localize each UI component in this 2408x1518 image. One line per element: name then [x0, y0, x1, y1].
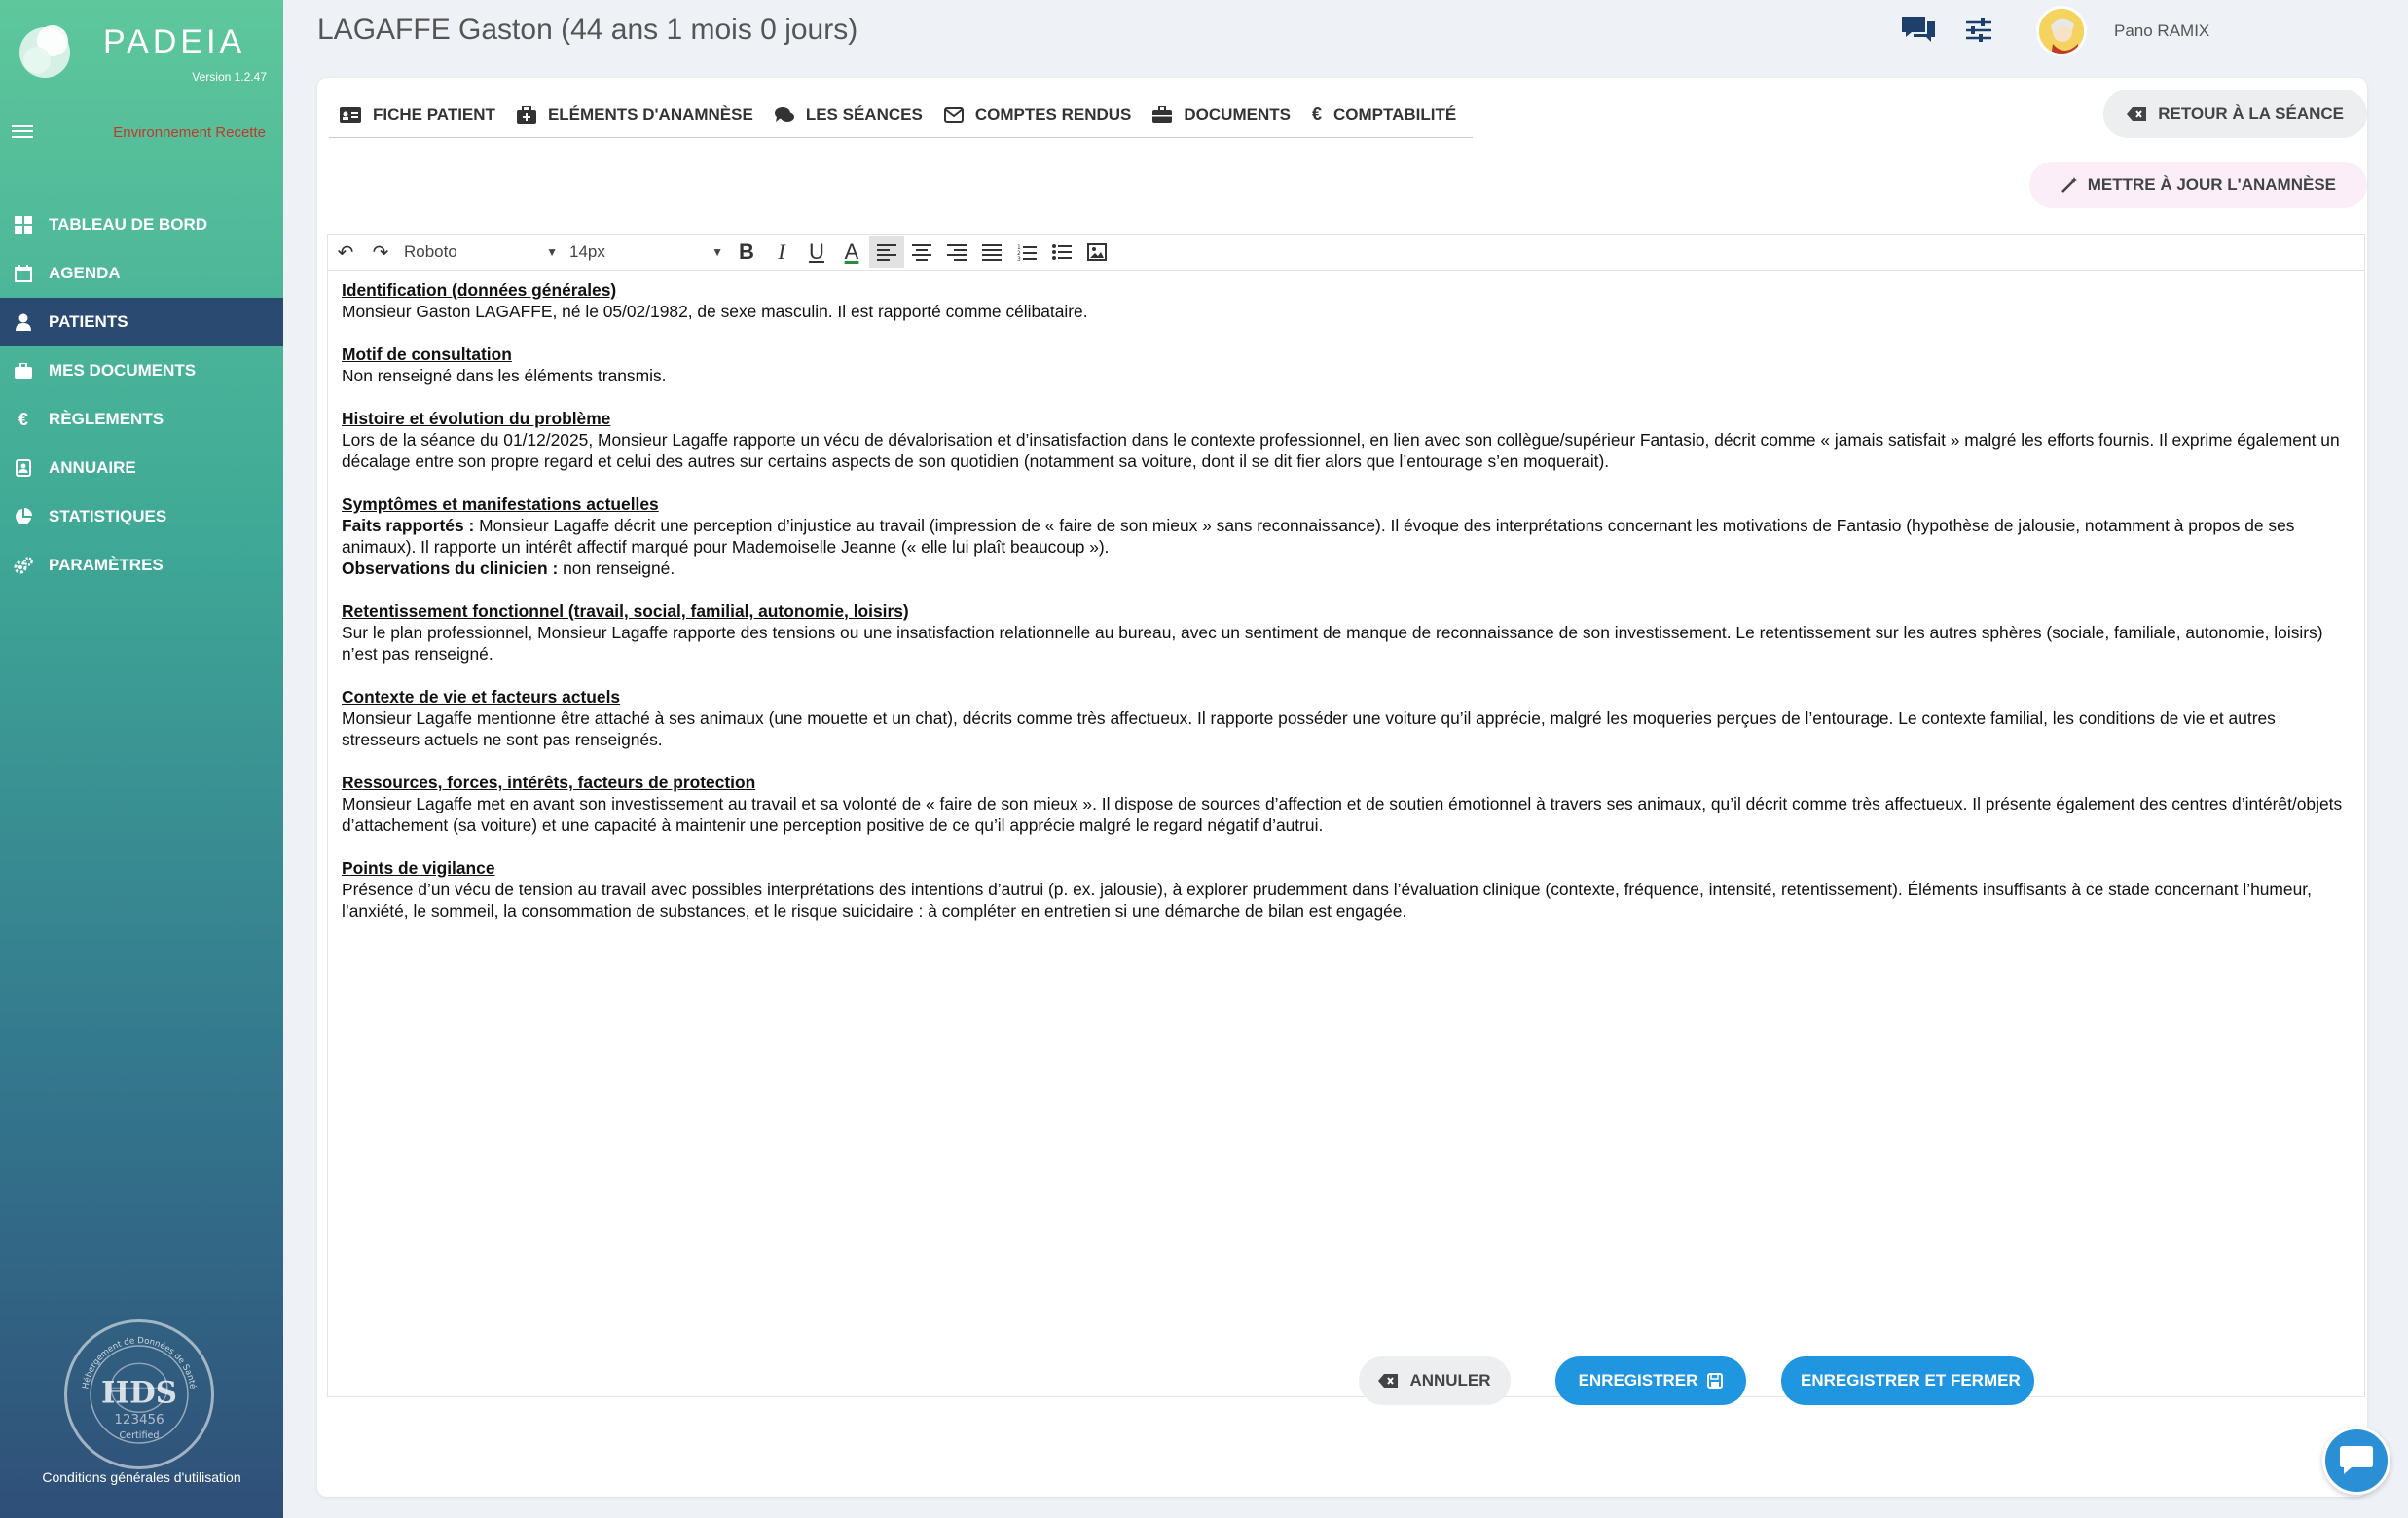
briefcase-icon: [14, 361, 33, 380]
user-name[interactable]: Pano RAMIX: [2114, 21, 2210, 40]
svg-text:HDS: HDS: [101, 1375, 177, 1411]
avatar[interactable]: [2036, 6, 2087, 56]
menu-toggle-icon[interactable]: [12, 125, 33, 140]
section-title: Histoire et évolution du problème: [342, 409, 611, 428]
id-card-icon: [340, 107, 361, 123]
sidebar-item-mes-documents[interactable]: [0, 346, 283, 395]
main-card: [317, 78, 2367, 1497]
svg-text:Certified: Certified: [119, 1430, 160, 1442]
avatar-image: [2039, 9, 2087, 56]
sidebar-item-patients[interactable]: [0, 298, 283, 346]
tab-bar: [329, 91, 1473, 138]
chat-icon: [2338, 1445, 2375, 1476]
app-logo-text: PADEIA: [103, 23, 246, 60]
section-text: Sur le plan professionnel, Monsieur Lagaffe rapporte des tensions ou une insatisfaction relationnelle au bureau, avec un sentiment de manque de reconnaissance de son investissement. Le retentissement sur les autres sphères (sociale, familiale, autonomie, loisirs) n’est pas renseigné.: [342, 623, 2323, 664]
font-family-value: Roboto: [404, 242, 457, 261]
cogs-icon: [14, 556, 33, 575]
backspace-icon: [2127, 107, 2146, 121]
anamnese-editor[interactable]: [327, 271, 2365, 1397]
save-and-close-button[interactable]: [1781, 1356, 2034, 1405]
calendar-icon: [14, 264, 33, 283]
redo-icon[interactable]: ↷: [372, 241, 389, 264]
section-motif: [342, 343, 2351, 386]
section-text: Observations du clinicien : non renseigné.: [342, 559, 675, 578]
envelope-icon: [944, 107, 964, 123]
align-right-icon[interactable]: [939, 236, 974, 268]
chat-icon[interactable]: [1900, 14, 1937, 47]
sidebar-item-reglements[interactable]: [0, 395, 283, 444]
section-title: Motif de consultation: [342, 344, 512, 364]
sidebar-item-label: ANNUAIRE: [49, 458, 136, 477]
tab-documents[interactable]: [1152, 105, 1291, 125]
section-symptomes: [342, 493, 2351, 579]
svg-text:2: 2: [1017, 250, 1021, 257]
section-text: Présence d’un vécu de tension au travail avec possibles interprétations des intentions d’autrui (p. ex. jalousie), à explorer prudemment dans l’évaluation clinique (contexte, fréquence, intensité, retentissement). Éléments insuffisants à ce stade concernant l’humeur, l’anxiété, le sommeil, la consommation de substances, et le risque suicidaire : à compléter en entretien si une démarche de bilan est engagée.: [342, 880, 2312, 921]
sidebar-item-parametres[interactable]: [0, 541, 283, 590]
underline-icon[interactable]: U: [809, 239, 824, 264]
section-title: Identification (données générales): [342, 280, 617, 300]
chevron-down-icon: ▼: [711, 245, 723, 259]
section-contexte: [342, 686, 2351, 750]
section-histoire: [342, 408, 2351, 472]
tab-les-seances[interactable]: [775, 105, 923, 125]
insert-image-icon[interactable]: [1079, 236, 1114, 268]
font-size-value: 14px: [569, 242, 605, 261]
tab-elements-anamnese[interactable]: [517, 105, 753, 125]
font-family-select[interactable]: [398, 236, 564, 268]
update-anamnese-button[interactable]: [2029, 162, 2367, 208]
section-text: Faits rapportés : Monsieur Lagaffe décrit une perception d’injustice au travail (impression de « faire de son mieux » sans reconnaissance). Il évoque des interprétations concernant les motivations de Fantasio (hypothèse de jalousie, notamment à propos de ses animaux). Il rapporte un intérêt affectif marqué pour Mademoiselle Jeanne (« elle lui plaît beaucoup »).: [342, 516, 2295, 557]
sidebar-item-label: RÈGLEMENTS: [49, 410, 164, 428]
align-center-icon[interactable]: [904, 236, 939, 268]
environment-label: Environnement Recette: [113, 125, 266, 141]
tab-label: LES SÉANCES: [805, 104, 923, 124]
section-identification: [342, 279, 2351, 322]
tab-comptabilite[interactable]: [1312, 104, 1456, 125]
cancel-button[interactable]: [1359, 1356, 1511, 1405]
sidebar-item-label: PATIENTS: [49, 312, 128, 331]
align-justify-icon[interactable]: [974, 236, 1009, 268]
cancel-label: ANNULER: [1409, 1371, 1491, 1390]
sidebar-item-label: AGENDA: [49, 264, 121, 282]
bullet-list-icon[interactable]: [1044, 236, 1079, 268]
magic-wand-icon: [2061, 176, 2078, 194]
text-color-icon[interactable]: A: [844, 239, 859, 264]
dashboard-icon: [14, 215, 33, 235]
sliders-icon[interactable]: [1960, 14, 1997, 47]
section-text: Monsieur Lagaffe mentionne être attaché à ses animaux (une mouette et un chat), décrits comme très affectueux. Il rapporte posséder une voiture qu’il apprécie, malgré les moqueries perçues de l’entourage. Le contexte familial, les conditions de vie et autres stresseurs actuels ne sont pas renseignés.: [342, 708, 2276, 749]
pie-chart-icon: [14, 507, 33, 526]
section-text: Monsieur Gaston LAGAFFE, né le 05/02/1982, de sexe masculin. Il est rapporté comme célibataire.: [342, 302, 1088, 321]
cgu-link[interactable]: Conditions générales d'utilisation: [42, 1469, 241, 1485]
tab-label: DOCUMENTS: [1184, 104, 1291, 124]
page-title: LAGAFFE Gaston (44 ans 1 mois 0 jours): [317, 14, 858, 46]
sidebar-item-label: TABLEAU DE BORD: [49, 215, 208, 234]
editor-toolbar: [327, 234, 2365, 271]
tab-comptes-rendus[interactable]: [944, 105, 1132, 125]
section-ressources: [342, 772, 2351, 836]
section-text: Non renseigné dans les éléments transmis.: [342, 366, 667, 385]
tab-label: FICHE PATIENT: [373, 104, 495, 124]
sidebar-item-annuaire[interactable]: [0, 444, 283, 492]
align-left-icon[interactable]: [869, 236, 904, 268]
svg-text:1: 1: [1017, 244, 1021, 251]
svg-text:3: 3: [1017, 256, 1021, 261]
retour-seance-label: RETOUR À LA SÉANCE: [2158, 104, 2344, 123]
address-book-icon: [14, 458, 33, 478]
sidebar: [0, 0, 283, 1518]
support-chat-icon[interactable]: [2322, 1427, 2390, 1495]
sidebar-item-label: STATISTIQUES: [49, 507, 167, 525]
section-retentissement: [342, 600, 2351, 665]
sidebar-item-tableau-de-bord[interactable]: [0, 200, 283, 249]
floppy-disk-icon: [1707, 1373, 1723, 1389]
sidebar-item-statistiques[interactable]: [0, 492, 283, 541]
app-version: Version 1.2.47: [192, 70, 267, 84]
save-button[interactable]: [1555, 1356, 1746, 1405]
user-icon: [14, 312, 33, 332]
section-vigilance: [342, 857, 2351, 922]
sidebar-item-label: MES DOCUMENTS: [49, 361, 197, 380]
backspace-icon: [1378, 1374, 1398, 1388]
svg-text:123456: 123456: [114, 1412, 164, 1428]
comments-icon: [775, 107, 794, 123]
retour-seance-button[interactable]: [2103, 90, 2367, 138]
padeia-logo-icon: [14, 19, 82, 80]
section-text: Lors de la séance du 01/12/2025, Monsieur Lagaffe rapporte un vécu de dévalorisation et d’insatisfaction dans le contexte professionnel, en lien avec son collègue/supérieur Fantasio, décrit comme « jamais satisfait » malgré les efforts fournis. Il exprime également un décalage entre son propre regard et celui des autres sur certains aspects de son quotidien (notamment sa voiture, dont il se dit fier alors que l’entourage s’en moquerait).: [342, 430, 2340, 471]
tab-label: COMPTABILITÉ: [1332, 104, 1457, 124]
chevron-down-icon: ▼: [546, 245, 558, 259]
save-label: ENREGISTRER: [1578, 1371, 1698, 1390]
font-size-select[interactable]: [564, 236, 729, 268]
tab-fiche-patient[interactable]: [340, 105, 495, 125]
update-anamnese-label: METTRE À JOUR L'ANAMNÈSE: [2087, 175, 2336, 194]
section-title: Ressources, forces, intérêts, facteurs de protection: [342, 773, 756, 792]
section-title: Contexte de vie et facteurs actuels: [342, 687, 621, 706]
section-text: Monsieur Lagaffe met en avant son investissement au travail et sa volonté de « faire de son mieux ». Il dispose de sources d’affection et de soutien émotionnel à travers ses animaux, qu’il décrit comme très affectueux. Il présente également des centres d’intérêt/objets d’attachement (sa voiture) et une capacité à maintenir une perception positive de ce qu’il apprécie malgré le regard négatif d’autrui.: [342, 794, 2343, 835]
sidebar-nav: [0, 200, 283, 590]
section-title: Retentissement fonctionnel (travail, social, familial, autonomie, loisirs): [342, 601, 909, 621]
sidebar-item-label: PARAMÈTRES: [49, 556, 164, 574]
sidebar-item-agenda[interactable]: [0, 249, 283, 298]
bold-icon[interactable]: B: [739, 239, 754, 264]
tab-label: ELÉMENTS D'ANAMNÈSE: [547, 104, 753, 124]
ordered-list-icon[interactable]: [1009, 236, 1044, 268]
svg-text:Hébergement de Données de Sant: Hébergement de Données de Santé: [81, 1336, 198, 1391]
save-and-close-label: ENREGISTRER ET FERMER: [1801, 1371, 2021, 1390]
section-title: Points de vigilance: [342, 858, 495, 878]
section-title: Symptômes et manifestations actuelles: [342, 494, 659, 514]
euro-icon: €: [1311, 104, 1322, 124]
briefcase-icon: [1152, 106, 1172, 123]
tab-label: COMPTES RENDUS: [974, 104, 1132, 124]
euro-icon: €: [18, 409, 28, 429]
undo-icon[interactable]: ↶: [337, 241, 354, 264]
medkit-icon: [517, 106, 536, 124]
italic-icon[interactable]: I: [778, 239, 785, 264]
hds-certification-badge: [64, 1319, 214, 1469]
